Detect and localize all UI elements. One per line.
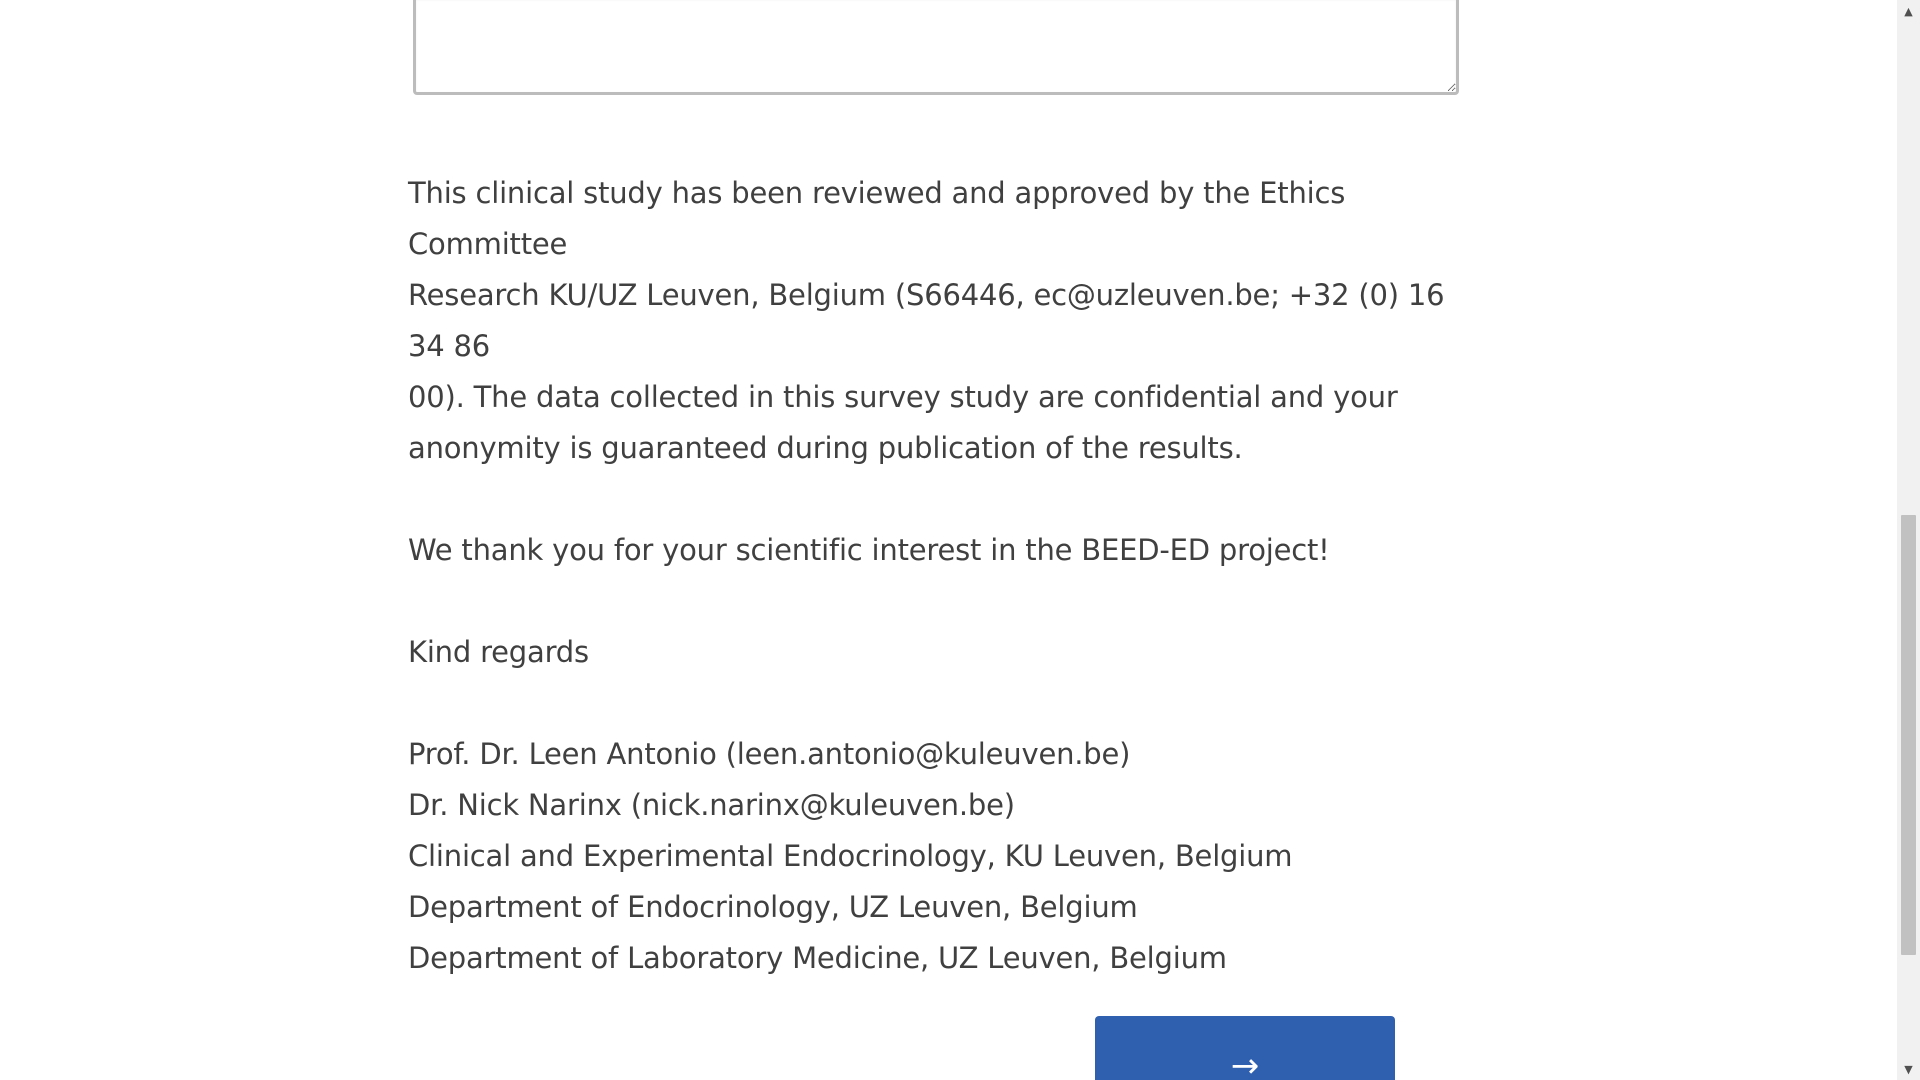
- signature-block: [408, 729, 1488, 984]
- ethics-line: 00). The data collected in this survey study are confidential and your: [408, 380, 1398, 414]
- chevron-down-icon[interactable]: ▼: [1904, 1062, 1913, 1076]
- ethics-paragraph: [408, 168, 1488, 474]
- signature-line: Clinical and Experimental Endocrinology, KU Leuven, Belgium: [408, 839, 1293, 873]
- ethics-line: Research KU/UZ Leuven, Belgium (S66446, ec@uzleuven.be; +32 (0) 16 34 86: [408, 278, 1445, 363]
- arrow-right-icon: →: [1230, 1046, 1260, 1080]
- signature-line: Department of Endocrinology, UZ Leuven, Belgium: [408, 890, 1138, 924]
- comment-textbox[interactable]: [413, 0, 1459, 95]
- ethics-line: This clinical study has been reviewed and approved by the Ethics Committee: [408, 176, 1346, 261]
- scrollbar-thumb[interactable]: [1901, 515, 1916, 955]
- next-button[interactable]: [1095, 1016, 1395, 1080]
- ethics-line: anonymity is guaranteed during publication of the results.: [408, 431, 1243, 465]
- consent-text: [408, 168, 1488, 1035]
- vertical-scrollbar[interactable]: [1897, 0, 1920, 1080]
- chevron-up-icon[interactable]: ▲: [1904, 4, 1913, 18]
- signature-line: Prof. Dr. Leen Antonio (leen.antonio@kuleuven.be): [408, 737, 1131, 771]
- regards-paragraph: Kind regards: [408, 635, 589, 669]
- signature-line: Dr. Nick Narinx (nick.narinx@kuleuven.be): [408, 788, 1015, 822]
- thanks-paragraph: We thank you for your scientific interest in the BEED-ED project!: [408, 533, 1330, 567]
- signature-line: Department of Laboratory Medicine, UZ Leuven, Belgium: [408, 941, 1227, 975]
